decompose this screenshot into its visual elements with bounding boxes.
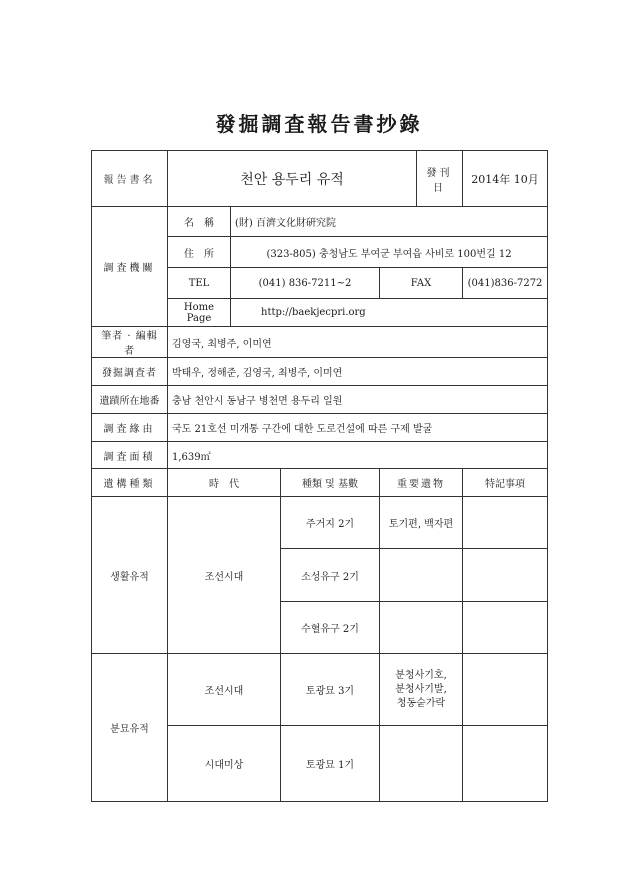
report-summary-table xyxy=(91,150,548,802)
tel-label: TEL xyxy=(168,268,231,299)
reason-row xyxy=(92,414,548,442)
living-relics-2 xyxy=(380,549,463,602)
authors-label: 筆者 · 編輯者 xyxy=(92,327,168,358)
living-notes-2 xyxy=(463,549,548,602)
kinds-header: 種類 및 基數 xyxy=(281,469,380,497)
authors-value: 김영국, 최병주, 이미연 xyxy=(168,327,548,358)
living-type: 생활유적 xyxy=(92,497,168,654)
report-name-label: 報告書名 xyxy=(92,151,168,207)
living-period: 조선시대 xyxy=(168,497,281,654)
living-relics-1: 토기편, 백자편 xyxy=(380,497,463,549)
tomb-notes-2 xyxy=(463,726,548,802)
tomb-relic-line-2: 분청사기발, xyxy=(395,683,447,695)
address-label: 住 所 xyxy=(168,237,231,268)
investigators-value: 박태우, 정해준, 김영국, 최병주, 이미연 xyxy=(168,358,548,386)
report-name-value: 천안 용두리 유적 xyxy=(168,151,417,207)
tel-value: (041) 836-7211~2 xyxy=(231,268,380,299)
institution-name-label: 名 稱 xyxy=(168,207,231,237)
location-label: 遺蹟所在地番 xyxy=(92,386,168,414)
tomb-period-2: 시대미상 xyxy=(168,726,281,802)
living-row-1 xyxy=(92,497,548,549)
authors-row xyxy=(92,327,548,358)
tomb-period-1: 조선시대 xyxy=(168,654,281,726)
homepage-value: http://baekjecpri.org xyxy=(231,299,548,327)
tomb-row-1 xyxy=(92,654,548,726)
tomb-relic-line-1: 분청사기호, xyxy=(395,669,447,681)
report-name-row xyxy=(92,151,548,207)
location-row xyxy=(92,386,548,414)
reason-value: 국도 21호선 미개통 구간에 대한 도로건설에 따른 구제 발굴 xyxy=(168,414,548,442)
area-value: 1,639㎡ xyxy=(168,442,548,469)
living-relics-3 xyxy=(380,602,463,654)
tomb-notes-1 xyxy=(463,654,548,726)
living-kind-1: 주거지 2기 xyxy=(281,497,380,549)
period-header: 時 代 xyxy=(168,469,281,497)
area-row xyxy=(92,442,548,469)
relics-header: 重要遺物 xyxy=(380,469,463,497)
fax-value: (041)836-7272 xyxy=(463,268,548,299)
living-kind-2: 소성유구 2기 xyxy=(281,549,380,602)
area-label: 調査面積 xyxy=(92,442,168,469)
tomb-relic-line-3: 청동숟가락 xyxy=(396,697,446,709)
institution-name-value: (財) 百濟文化財硏究院 xyxy=(231,207,548,237)
date-label: 發刊日 xyxy=(417,151,463,207)
location-value: 충남 천안시 동남구 병천면 용두리 일원 xyxy=(168,386,548,414)
institution-name-row xyxy=(92,207,548,237)
date-value: 2014年 10月 xyxy=(463,151,548,207)
tomb-relics-2 xyxy=(380,726,463,802)
institution-label: 調査機關 xyxy=(92,207,168,327)
tomb-type: 분묘유적 xyxy=(92,654,168,802)
tomb-kind-1: 토광묘 3기 xyxy=(281,654,380,726)
living-notes-3 xyxy=(463,602,548,654)
reason-label: 調査緣由 xyxy=(92,414,168,442)
tomb-relics-1 xyxy=(380,654,463,726)
tomb-kind-2: 토광묘 1기 xyxy=(281,726,380,802)
features-header-row xyxy=(92,469,548,497)
living-notes-1 xyxy=(463,497,548,549)
living-kind-3: 수혈유구 2기 xyxy=(281,602,380,654)
homepage-label: Home Page xyxy=(168,299,231,327)
address-value: (323-805) 충청남도 부여군 부여읍 사비로 100번길 12 xyxy=(231,237,548,268)
investigators-row xyxy=(92,358,548,386)
investigators-label: 發掘調査者 xyxy=(92,358,168,386)
fax-label: FAX xyxy=(380,268,463,299)
feature-type-header: 遺構種類 xyxy=(92,469,168,497)
notes-header: 特記事項 xyxy=(463,469,548,497)
page-title: 發掘調査報告書抄錄 xyxy=(215,112,423,136)
